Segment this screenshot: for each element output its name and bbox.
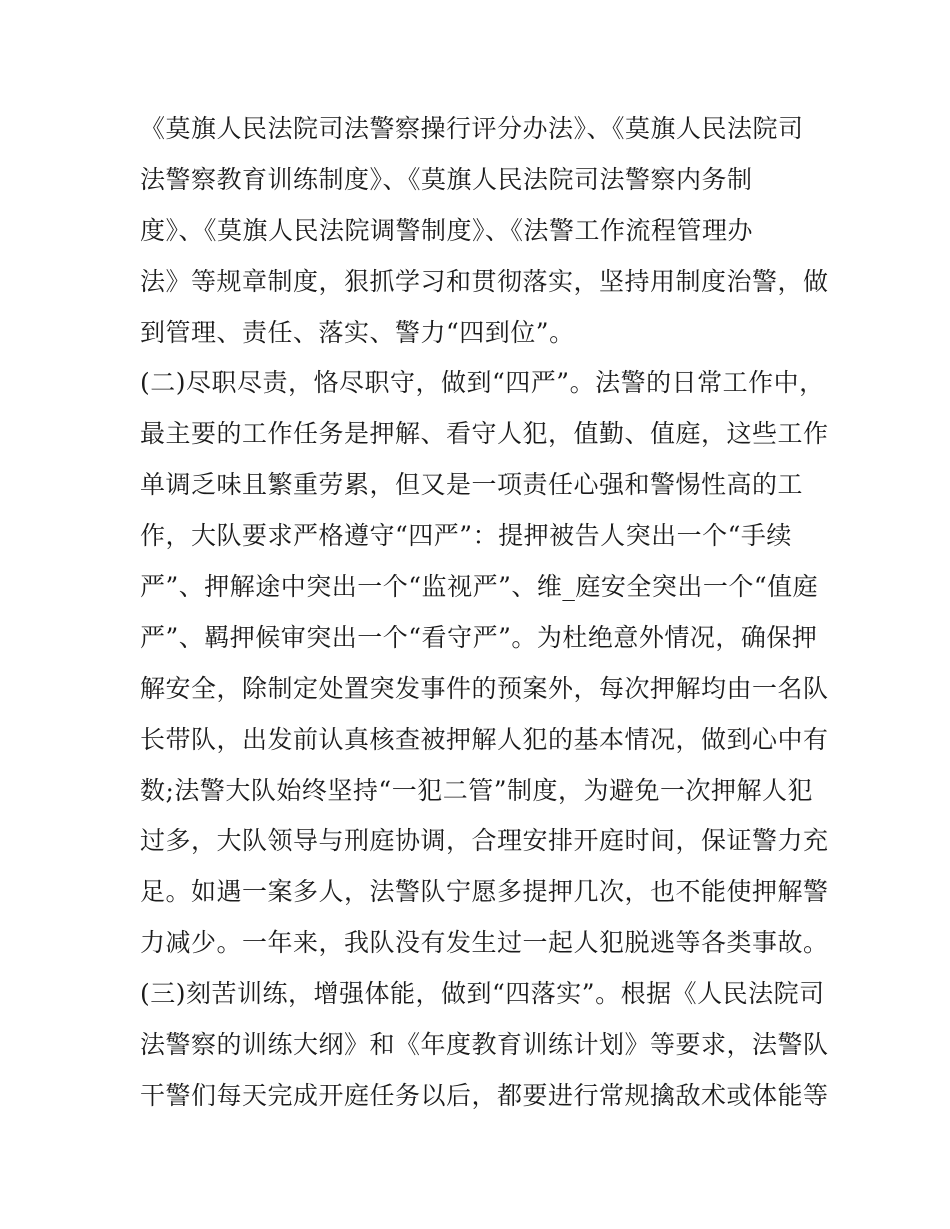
text-line-19: 法警察的训练大纲》和《年度教育训练计划》等要求，法警队 bbox=[140, 1030, 829, 1060]
text-line-1: 《莫旗人民法院司法警察操行评分办法》、《莫旗人民法院司 bbox=[140, 114, 804, 143]
text-line-11: 严”、羁押候审突出一个“看守严”。为杜绝意外情况，确保押 bbox=[140, 622, 818, 652]
text-line-18: (三)刻苦训练，增强体能，做到“四落实”。根据《人民法院司 bbox=[140, 979, 825, 1009]
text-line-20: 干警们每天完成开庭任务以后，都要进行常规擒敌术或体能等 bbox=[140, 1080, 829, 1110]
text-line-6: (二)尽职尽责，恪尽职守，做到“四严”。法警的日常工作中， bbox=[140, 368, 825, 398]
text-line-8: 单调乏味且繁重劳累，但又是一项责任心强和警惕性高的工 bbox=[140, 470, 804, 500]
text-line-12: 解安全，除制定处置突发事件的预案外，每次押解均由一名队 bbox=[140, 673, 829, 703]
text-line-14: 数;法警大队始终坚持“一犯二管”制度，为避免一次押解人犯 bbox=[140, 775, 813, 805]
text-line-2: 法警察教育训练制度》、《莫旗人民法院司法警察内务制 bbox=[140, 164, 753, 194]
text-line-16: 足。如遇一案多人，法警队宁愿多提押几次，也不能使押解警 bbox=[140, 877, 829, 907]
text-line-4: 法》等规章制度，狠抓学习和贯彻落实，坚持用制度治警，做 bbox=[140, 266, 829, 296]
text-line-3: 度》、《莫旗人民法院调警制度》、《法警工作流程管理办 bbox=[140, 215, 754, 245]
text-line-15: 过多，大队领导与刑庭协调，合理安排开庭时间，保证警力充 bbox=[140, 826, 829, 856]
body-text bbox=[140, 104, 829, 1122]
text-line-9: 作，大队要求严格遵守“四严”：提押被告人突出一个“手续 bbox=[140, 521, 792, 551]
text-line-7: 最主要的工作任务是押解、看守人犯，值勤、值庭，这些工作 bbox=[140, 419, 829, 449]
text-line-17: 力减少。一年来，我队没有发生过一起人犯脱逃等各类事故。 bbox=[140, 928, 829, 958]
text-line-13: 长带队，出发前认真核查被押解人犯的基本情况，做到心中有 bbox=[140, 724, 829, 754]
text-line-5: 到管理、责任、落实、警力“四到位”。 bbox=[140, 317, 575, 347]
text-line-10: 严”、押解途中突出一个“监视严”、维_庭安全突出一个“值庭 bbox=[140, 572, 819, 602]
